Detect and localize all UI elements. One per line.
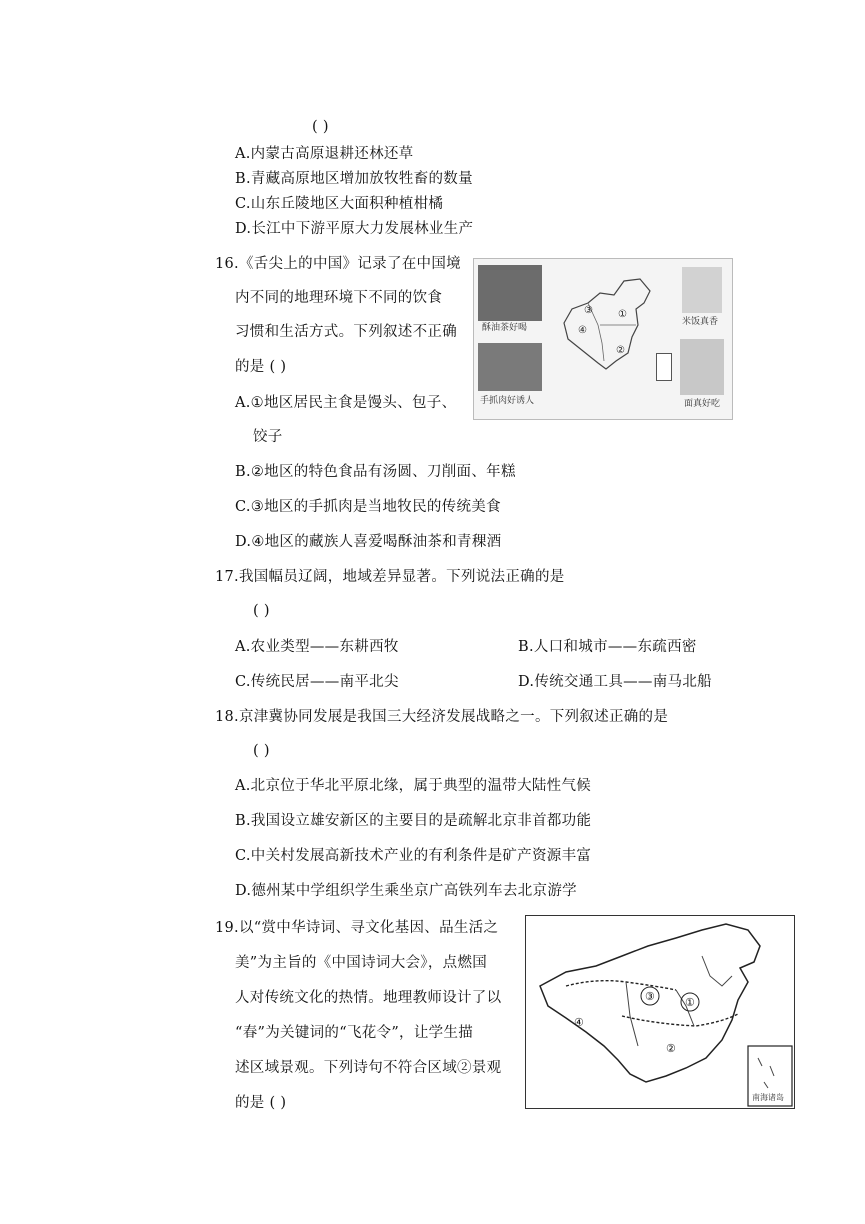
china-region-map xyxy=(526,916,794,1108)
q16-stem-line-2: 内不同的地理环境下不同的饮食 xyxy=(235,290,443,306)
q19-region-map-figure xyxy=(525,915,795,1109)
q16-option-a: A.①地区居民主食是馒头、包子、 xyxy=(235,395,457,411)
region-marker-2: ② xyxy=(666,1042,676,1055)
q17-option-b: B.人口和城市——东疏西密 xyxy=(518,639,697,655)
q16-food-map-figure xyxy=(473,258,733,420)
figure-label-noodle: 面真好吃 xyxy=(684,399,721,409)
q16-option-c: C.③地区的手抓肉是当地牧民的传统美食 xyxy=(235,499,501,515)
q16-option-a-cont: 饺子 xyxy=(253,429,283,445)
q19-stem-line-3: 人对传统文化的热情。地理教师设计了以 xyxy=(235,990,502,1006)
q19-stem-line-4: “春”为关键词的“飞花令”，让学生描 xyxy=(235,1025,474,1041)
q18-blank: ( ) xyxy=(253,743,270,759)
legend-box xyxy=(656,353,672,381)
q16-stem-line-1: 16.《舌尖上的中国》记录了在中国境 xyxy=(215,256,461,272)
q17-option-a: A.农业类型——东耕西牧 xyxy=(235,639,399,655)
hand-meat-photo xyxy=(478,343,542,391)
q15-option-d: D.长江中下游平原大力发展林业生产 xyxy=(235,221,474,237)
figure-label-hand-meat: 手抓肉好诱人 xyxy=(480,396,535,406)
map-marker-2: ② xyxy=(616,345,625,356)
figure-label-rice: 米饭真香 xyxy=(682,317,719,327)
q15-option-c: C.山东丘陵地区大面积种植柑橘 xyxy=(235,196,444,212)
q19-stem-line-6: 的是 ( ) xyxy=(235,1095,287,1111)
q18-option-b: B.我国设立雄安新区的主要目的是疏解北京非首都功能 xyxy=(235,813,592,829)
region-marker-1: ① xyxy=(685,996,695,1009)
q19-stem-line-5: 述区域景观。下列诗句不符合区域②景观 xyxy=(235,1060,502,1076)
figure-label-butter-tea: 酥油茶好喝 xyxy=(482,323,528,333)
map-marker-1: ① xyxy=(618,309,627,320)
region-marker-4: ④ xyxy=(574,1016,584,1029)
q19-stem-line-1: 19.以“赏中华诗词、寻文化基因、品生活之 xyxy=(215,920,499,936)
q15-option-b: B.青藏高原地区增加放牧牲畜的数量 xyxy=(235,171,473,187)
q17-option-c: C.传统民居——南平北尖 xyxy=(235,674,399,690)
q15-option-a: A.内蒙古高原退耕还林还草 xyxy=(235,146,414,162)
q16-option-d: D.④地区的藏族人喜爱喝酥油茶和青稞酒 xyxy=(235,534,502,550)
noodle-eater-drawing xyxy=(680,339,724,395)
butter-tea-photo xyxy=(478,265,542,321)
inset-label-south-china-sea: 南海诸岛 xyxy=(752,1093,784,1102)
q16-option-b: B.②地区的特色食品有汤圆、刀削面、年糕 xyxy=(235,464,516,480)
q18-option-c: C.中关村发展高新技术产业的有利条件是矿产资源丰富 xyxy=(235,848,592,864)
q17-option-d: D.传统交通工具——南马北船 xyxy=(518,674,712,690)
q18-stem: 18.京津冀协同发展是我国三大经济发展战略之一。下列叙述正确的是 xyxy=(215,709,669,725)
q19-stem-line-2: 美”为主旨的《中国诗词大会》，点燃国 xyxy=(235,955,488,971)
q17-blank: ( ) xyxy=(253,603,270,619)
map-marker-3: ③ xyxy=(584,305,593,316)
q18-option-d: D.德州某中学组织学生乘坐京广高铁列车去北京游学 xyxy=(235,883,577,899)
map-marker-4: ④ xyxy=(578,325,587,336)
q16-stem-line-4: 的是 ( ) xyxy=(235,359,287,375)
china-outline-map xyxy=(558,273,662,383)
region-marker-3: ③ xyxy=(645,990,655,1003)
q15-blank: ( ) xyxy=(312,119,329,135)
q16-stem-line-3: 习惯和生活方式。下列叙述不正确 xyxy=(235,324,457,340)
q18-option-a: A.北京位于华北平原北缘，属于典型的温带大陆性气候 xyxy=(235,778,592,794)
q17-stem: 17.我国幅员辽阔，地域差异显著。下列说法正确的是 xyxy=(215,569,565,585)
rice-eater-drawing xyxy=(682,267,722,313)
